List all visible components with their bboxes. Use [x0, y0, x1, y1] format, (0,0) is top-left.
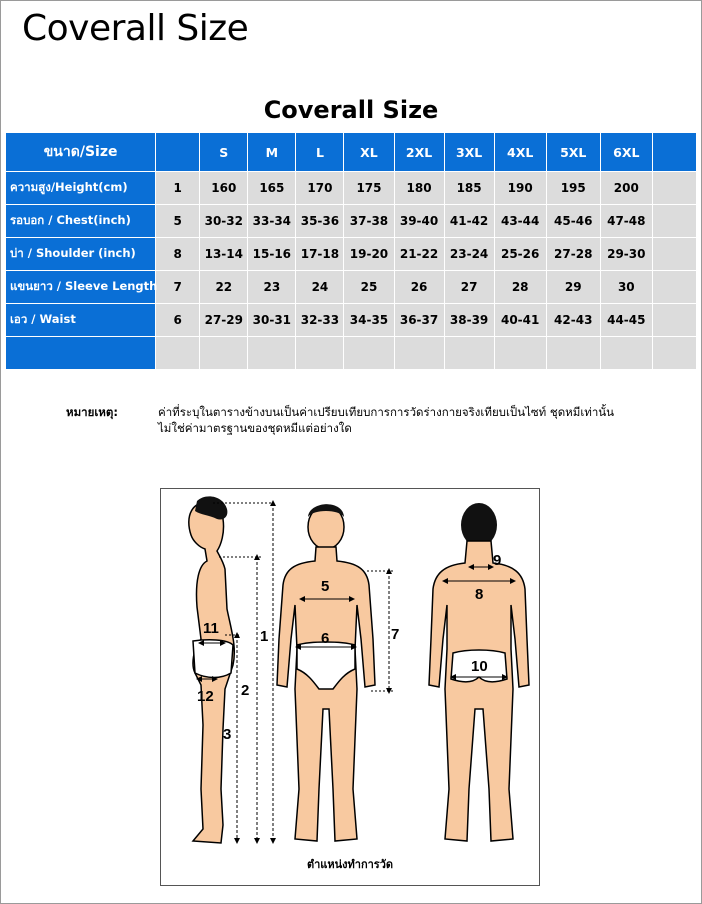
size-value-cell: 32-33: [296, 304, 344, 337]
table-row: [6, 172, 697, 205]
size-value-cell: 30: [600, 271, 652, 304]
marker-label: 2: [241, 682, 250, 699]
size-value-cell: 190: [494, 172, 546, 205]
size-value-cell: 28: [494, 271, 546, 304]
table-header-row: [6, 133, 697, 172]
header-size: 4XL: [494, 133, 546, 172]
marker-label: 12: [197, 688, 214, 705]
size-value-cell: 30-32: [200, 205, 248, 238]
note-text: [158, 404, 638, 436]
size-value-cell: 27: [444, 271, 494, 304]
body-illustration: [161, 489, 539, 885]
size-value-cell: 27-28: [546, 238, 600, 271]
marker-label: 6: [321, 630, 330, 647]
note-label: หมายเหตุ:: [66, 405, 118, 419]
size-value-cell: 27-29: [200, 304, 248, 337]
row-label: รอบอก / Chest(inch): [6, 205, 156, 238]
size-value-cell: 21-22: [394, 238, 444, 271]
size-value-cell: 22: [200, 271, 248, 304]
size-value-cell: 26: [394, 271, 444, 304]
marker-label: 8: [475, 586, 484, 603]
table-row: [6, 205, 697, 238]
marker-label: 9: [493, 552, 502, 569]
row-index: 1: [156, 172, 200, 205]
measurement-figure: [160, 488, 540, 886]
size-value-cell: 25-26: [494, 238, 546, 271]
empty-cell: [652, 271, 696, 304]
marker-label: 10: [471, 658, 488, 675]
size-value-cell: 29: [546, 271, 600, 304]
size-value-cell: 38-39: [444, 304, 494, 337]
row-label: เอว / Waist: [6, 304, 156, 337]
row-label: ความสูง/Height(cm): [6, 172, 156, 205]
size-value-cell: 37-38: [344, 205, 394, 238]
size-value-cell: 195: [546, 172, 600, 205]
empty-cell: [296, 337, 344, 370]
note-line-1: ค่าที่ระบุในตารางข้างบนเป็นค่าเปรียบเทียบการการวัดร่างกายจริงเทียบเป็นไซท์ ชุดหมีเท่านั้น: [158, 405, 615, 419]
size-value-cell: 41-42: [444, 205, 494, 238]
header-index: [156, 133, 200, 172]
header-size: 5XL: [546, 133, 600, 172]
size-value-cell: 13-14: [200, 238, 248, 271]
empty-cell: [546, 337, 600, 370]
size-value-cell: 34-35: [344, 304, 394, 337]
row-label-empty: [6, 337, 156, 370]
size-value-cell: 36-37: [394, 304, 444, 337]
empty-cell: [248, 337, 296, 370]
header-size: 6XL: [600, 133, 652, 172]
size-value-cell: 39-40: [394, 205, 444, 238]
size-value-cell: 40-41: [494, 304, 546, 337]
page-title: Coverall Size: [22, 8, 249, 49]
size-value-cell: 42-43: [546, 304, 600, 337]
size-value-cell: 170: [296, 172, 344, 205]
size-value-cell: 165: [248, 172, 296, 205]
size-value-cell: 23-24: [444, 238, 494, 271]
empty-cell: [394, 337, 444, 370]
empty-cell: [652, 304, 696, 337]
header-size: S: [200, 133, 248, 172]
size-value-cell: 175: [344, 172, 394, 205]
size-value-cell: 23: [248, 271, 296, 304]
header-size: M: [248, 133, 296, 172]
size-value-cell: 35-36: [296, 205, 344, 238]
size-value-cell: 185: [444, 172, 494, 205]
empty-cell: [652, 205, 696, 238]
row-index: 5: [156, 205, 200, 238]
table-row-empty: [6, 337, 697, 370]
size-value-cell: 47-48: [600, 205, 652, 238]
header-size: XL: [344, 133, 394, 172]
size-value-cell: 24: [296, 271, 344, 304]
table-row: [6, 238, 697, 271]
size-value-cell: 29-30: [600, 238, 652, 271]
front-view-figure: [277, 504, 375, 841]
size-value-cell: 19-20: [344, 238, 394, 271]
size-value-cell: 25: [344, 271, 394, 304]
size-table: [5, 132, 697, 370]
row-label: แขนยาว / Sleeve Length: [6, 271, 156, 304]
size-value-cell: 33-34: [248, 205, 296, 238]
marker-label: 3: [223, 726, 232, 743]
empty-cell: [344, 337, 394, 370]
marker-label: 11: [203, 620, 219, 637]
empty-cell: [600, 337, 652, 370]
marker-label: 7: [391, 626, 400, 643]
figure-caption: ตำแหน่งทำการวัด: [306, 858, 394, 871]
empty-cell: [156, 337, 200, 370]
size-value-cell: 30-31: [248, 304, 296, 337]
header-empty: [652, 133, 696, 172]
size-value-cell: 43-44: [494, 205, 546, 238]
size-value-cell: 15-16: [248, 238, 296, 271]
size-value-cell: 160: [200, 172, 248, 205]
table-title: Coverall Size: [263, 96, 439, 124]
size-value-cell: 17-18: [296, 238, 344, 271]
marker-label: 5: [321, 578, 330, 595]
header-size: L: [296, 133, 344, 172]
size-value-cell: 200: [600, 172, 652, 205]
empty-cell: [652, 172, 696, 205]
empty-cell: [200, 337, 248, 370]
row-index: 6: [156, 304, 200, 337]
row-label: บ่า / Shoulder (inch): [6, 238, 156, 271]
empty-cell: [444, 337, 494, 370]
size-value-cell: 180: [394, 172, 444, 205]
row-index: 7: [156, 271, 200, 304]
header-size: 3XL: [444, 133, 494, 172]
table-row: [6, 271, 697, 304]
size-value-cell: 45-46: [546, 205, 600, 238]
empty-cell: [494, 337, 546, 370]
marker-label: 1: [260, 628, 269, 645]
header-size-label: ขนาด/Size: [6, 133, 156, 172]
header-size: 2XL: [394, 133, 444, 172]
side-view-figure: [189, 496, 235, 843]
empty-cell: [652, 238, 696, 271]
empty-cell: [652, 337, 696, 370]
table-row: [6, 304, 697, 337]
note-line-2: ไม่ใช่ค่ามาตรฐานของชุดหมีแต่อย่างใด: [158, 421, 352, 435]
row-index: 8: [156, 238, 200, 271]
size-value-cell: 44-45: [600, 304, 652, 337]
